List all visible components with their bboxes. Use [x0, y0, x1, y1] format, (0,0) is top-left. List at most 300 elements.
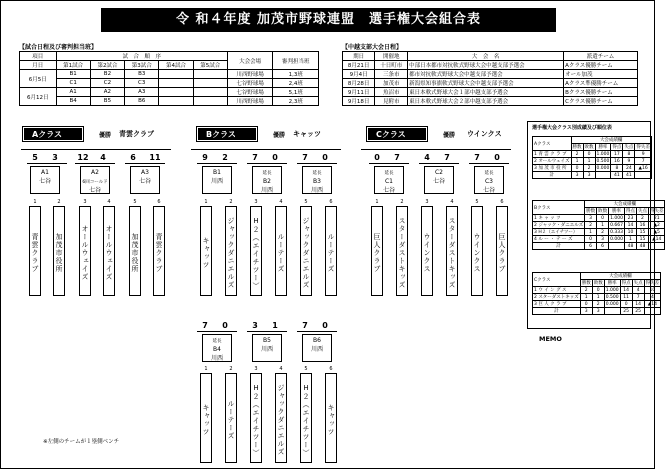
team-name: 加茂市役所 — [53, 206, 65, 296]
schedule-umpire: 5,1班 — [273, 88, 319, 97]
class-label: Bクラス — [533, 201, 585, 215]
memo-label: MEMO — [539, 335, 562, 343]
team-number: 6 — [329, 199, 333, 205]
team-number: 6 — [329, 366, 333, 372]
team-number: 3 — [254, 199, 258, 205]
losses: 3 — [583, 172, 595, 179]
game-venue: 七谷 — [432, 178, 445, 185]
team-number: 5 — [475, 199, 479, 205]
schedule-cell: B2 — [90, 70, 124, 79]
rank: 2 — [534, 223, 537, 228]
team-name: ウ イ ン グ ス — [538, 288, 567, 293]
class-a-win-label: 優勝 — [99, 132, 112, 139]
wins: 0 — [585, 236, 597, 243]
runs-scored: 8 — [611, 165, 623, 172]
table-row — [533, 287, 661, 294]
team-number: 3 — [254, 366, 258, 372]
table-row — [20, 70, 319, 79]
runs-allowed: 4 — [632, 287, 644, 294]
team-number: 2 — [57, 199, 61, 205]
game-box — [374, 166, 404, 194]
rank: 3 — [534, 230, 537, 235]
score: 3 — [252, 321, 258, 330]
runs-scored: 14 — [620, 287, 632, 294]
team-number: 4 — [279, 366, 283, 372]
game-note: 延長 — [484, 171, 494, 176]
wins: 1 — [585, 229, 597, 236]
score: 0 — [272, 153, 278, 162]
team-name: ルーテーズ — [325, 206, 337, 296]
team-number: 3 — [83, 199, 87, 205]
team-name: 巨人クラブ — [496, 206, 508, 296]
game-venue: 川西 — [260, 187, 273, 194]
total-label: 計 — [533, 172, 572, 179]
chuetsu-venue: 魚沼市 — [375, 88, 408, 97]
bracket-line — [419, 163, 459, 164]
chuetsu-team: Cクラス優勝チーム — [564, 97, 638, 106]
schedule-h-umpire: 審判担当班 — [273, 52, 319, 70]
run-diff: 21 — [648, 215, 665, 222]
team-name: 巨人クラブ — [371, 206, 383, 296]
game-note: 延長 — [384, 171, 394, 176]
col-head: 失点 — [633, 281, 643, 286]
runs-scored: 17 — [611, 151, 623, 158]
bracket-line — [27, 163, 67, 164]
schedule-h-game: 第1試合 — [56, 61, 90, 70]
table-row — [343, 79, 638, 88]
bracket-line — [247, 331, 287, 332]
rank: 4 — [534, 237, 537, 242]
schedule-cell: B6 — [125, 97, 159, 106]
wins: 3 — [580, 308, 592, 315]
page-title: 令 和４年度 加茂市野球連盟 選手権大会組合表 — [101, 8, 556, 32]
runs-allowed: 24 — [623, 165, 635, 172]
chuetsu-event: 中部日本都市対抗軟式野球大会中越支部予選会 — [408, 61, 564, 70]
score: 5 — [32, 153, 38, 162]
runs-scored: 41 — [611, 172, 623, 179]
runs-scored: 0 — [620, 301, 632, 308]
schedule-h-item: 項目 — [20, 52, 57, 61]
game-note: 延長 — [212, 339, 222, 344]
game-id: B3 — [313, 178, 321, 185]
table-row — [343, 61, 638, 70]
class-b-label: Bクラス — [197, 127, 257, 141]
game-box — [202, 334, 232, 362]
bracket-line — [297, 163, 337, 164]
game-id: C1 — [384, 178, 393, 185]
game-box — [474, 166, 504, 194]
run-diff: 4 — [644, 294, 661, 301]
schedule-h-month: 月日 — [20, 61, 57, 70]
wins: 1 — [580, 294, 592, 301]
class-c-win-label: 優勝 — [443, 132, 456, 139]
wins: 2 — [585, 222, 597, 229]
result-label: 大会成績欄 — [580, 273, 660, 280]
pct: 1.000 — [596, 151, 610, 157]
standings-title: 選手権大会クラス別成績及び順位表 — [532, 125, 612, 131]
schedule-h-game: 第3試合 — [125, 61, 159, 70]
score: 0 — [322, 153, 328, 162]
col-head: 得点 — [625, 209, 635, 214]
chuetsu-date: 8月21日 — [343, 61, 375, 70]
col-head: 敗数 — [598, 209, 608, 214]
table-row — [533, 151, 652, 158]
team-name: 青 雲 ク ラ ブ — [538, 152, 567, 157]
losses: 2 — [592, 301, 604, 308]
schedule-cell: B4 — [56, 97, 90, 106]
schedule-date: 6月12日 — [20, 88, 57, 106]
team-name: H２（エイチツー） — [250, 373, 262, 463]
wins: 3 — [585, 215, 597, 222]
losses: 2 — [597, 229, 609, 236]
table-row — [533, 294, 661, 301]
runs-allowed: 15 — [636, 236, 648, 243]
class-c-winner: ウインクス — [467, 130, 502, 138]
total-label: 計 — [533, 308, 581, 315]
schedule-cell: C3 — [125, 79, 159, 88]
score: 12 — [77, 153, 89, 162]
team-name: 加茂市役所 — [129, 206, 141, 296]
game-id: C2 — [434, 169, 443, 176]
col-head: 敗数 — [584, 145, 594, 150]
bracket-line — [469, 163, 509, 164]
wins: 2 — [571, 151, 583, 158]
team-number: 1 — [375, 199, 379, 205]
pct: 0.000 — [605, 301, 619, 307]
score: 6 — [130, 153, 136, 162]
chuetsu-date: 8月28日 — [343, 79, 375, 88]
losses: 0 — [592, 287, 604, 294]
col-head: 敗数 — [593, 281, 603, 286]
runs-allowed: 8 — [623, 151, 635, 158]
wins: 0 — [580, 301, 592, 308]
schedule-cell: A1 — [56, 88, 90, 97]
team-number: 5 — [133, 199, 137, 205]
losses: 1 — [597, 222, 609, 229]
schedule-umpire: 2,3班 — [273, 97, 319, 106]
team-name: ウインクス — [421, 206, 433, 296]
team-name: スターダストキッズ — [396, 206, 408, 296]
table-row — [20, 88, 319, 97]
game-box — [424, 166, 454, 194]
team-name: オールウェイズ — [538, 159, 570, 164]
runs-scored: 14 — [624, 222, 636, 229]
runs-allowed: 7 — [632, 294, 644, 301]
game-id: A2 — [91, 169, 99, 176]
table-row — [533, 243, 665, 250]
run-diff: ▲2 — [648, 222, 665, 229]
runs-allowed: 9 — [623, 158, 635, 165]
class-b-win-label: 優勝 — [273, 132, 286, 139]
col-head: 得点 — [621, 281, 631, 286]
run-diff: ▲5 — [648, 229, 665, 236]
runs-allowed: 2 — [636, 215, 648, 222]
game-box — [302, 166, 332, 194]
score: 2 — [222, 153, 228, 162]
game-id: B4 — [213, 346, 221, 353]
schedule-cell — [193, 70, 227, 79]
schedule-venue: 七谷野球場 — [227, 88, 273, 97]
chuetsu-team: Aクラス優勝チーム — [564, 61, 638, 70]
team-name: ル ー ・ テ ー ズ — [538, 237, 573, 242]
col-head: 失点 — [624, 145, 634, 150]
class-label: Aクラス — [533, 137, 572, 151]
schedule-h-venue: 大会会場 — [227, 52, 273, 70]
col-head: 勝率 — [595, 144, 611, 151]
schedule-date: 6月5日 — [20, 70, 57, 88]
wins: 6 — [585, 243, 597, 250]
divider — [361, 149, 511, 150]
chuetsu-venue: 十日町市 — [375, 61, 408, 70]
run-diff: 10 — [644, 287, 661, 294]
rank: 1 — [534, 152, 537, 157]
game-box — [252, 166, 282, 194]
schedule-cell — [193, 97, 227, 106]
chuetsu-h-team: 派遣チーム — [564, 52, 638, 61]
divider — [21, 149, 171, 150]
team-number: 5 — [304, 366, 308, 372]
team-name: ウインクス — [471, 206, 483, 296]
runs-allowed: 15 — [636, 229, 648, 236]
class-a-label: Aクラス — [23, 127, 83, 141]
team-name: オールウェイズ — [79, 206, 91, 296]
team-name: ジャック・ダニエルズ — [538, 223, 584, 228]
schedule-h-order: 試 合 順 序 — [56, 52, 227, 61]
team-name: ルーテーズ — [225, 373, 237, 463]
team-number: 6 — [500, 199, 504, 205]
team-name: キ ャ ッ ツ — [538, 216, 561, 221]
schedule-cell: C1 — [56, 79, 90, 88]
table-row — [533, 308, 661, 315]
table-row — [20, 79, 319, 88]
schedule-cell — [193, 88, 227, 97]
score: 0 — [222, 321, 228, 330]
schedule-cell — [159, 88, 193, 97]
chuetsu-venue: 加茂市 — [375, 79, 408, 88]
table-row — [533, 165, 652, 172]
chuetsu-event: 東日本軟式野球大会２部中越支部予選会 — [408, 97, 564, 106]
pct: 0.333 — [610, 229, 623, 235]
score: 4 — [424, 153, 430, 162]
score: 11 — [149, 153, 161, 162]
score: 7 — [252, 153, 258, 162]
team-number: 3 — [425, 199, 429, 205]
team-name: キャッツ — [200, 373, 212, 463]
team-number: 1 — [204, 199, 208, 205]
losses: 0 — [583, 151, 595, 158]
runs-scored: 10 — [624, 229, 636, 236]
team-number: 2 — [229, 199, 233, 205]
chuetsu-event: 東日本軟式野球大会１部中越支部予選会 — [408, 88, 564, 97]
schedule-h-game: 第4試合 — [159, 61, 193, 70]
schedule-cell: B1 — [56, 70, 90, 79]
game-box — [252, 334, 282, 362]
game-box — [30, 166, 60, 194]
run-diff: 7 — [635, 158, 652, 165]
game-id: B1 — [213, 169, 221, 176]
wins: 2 — [580, 287, 592, 294]
game-box — [80, 166, 110, 194]
chuetsu-event: 新潟県知事旗軟式野球大会中越支部予選会 — [408, 79, 564, 88]
team-number: 2 — [229, 366, 233, 372]
schedule-umpire: 2,4班 — [273, 79, 319, 88]
team-name: キャッツ — [325, 373, 337, 463]
run-diff: ▲16 — [635, 165, 652, 172]
chuetsu-table — [342, 51, 638, 106]
team-name: ジャックダニエルズ — [225, 206, 237, 296]
schedule-venue: 川西野球場 — [227, 97, 273, 106]
chuetsu-h-event: 大 会 名 — [408, 52, 564, 61]
bracket-line — [297, 331, 337, 332]
col-head: 勝数 — [586, 209, 596, 214]
col-head: 勝数 — [581, 281, 591, 286]
table-row — [343, 88, 638, 97]
game-venue: 七谷 — [38, 178, 51, 185]
rank: 3 — [534, 302, 537, 307]
table-row — [533, 229, 665, 236]
class-label: Cクラス — [533, 273, 581, 287]
run-diff: 9 — [635, 151, 652, 158]
rank: 2 — [534, 295, 537, 300]
standings-panel — [527, 121, 664, 329]
schedule-umpire: 1,3班 — [273, 70, 319, 79]
team-name: 青雲クラブ — [29, 206, 41, 296]
team-name: キャッツ — [200, 206, 212, 296]
chuetsu-heading: 【中越支部大会日程】 — [342, 44, 403, 51]
game-venue: 川西 — [260, 346, 273, 353]
wins: 1 — [571, 158, 583, 165]
col-head: 得失差 — [636, 145, 650, 150]
pct: 0.500 — [596, 158, 610, 164]
score: 7 — [202, 321, 208, 330]
runs-allowed: 25 — [632, 308, 644, 315]
losses: 6 — [597, 243, 609, 250]
rank: 1 — [534, 288, 537, 293]
chuetsu-h-venue: 開催地 — [375, 52, 408, 61]
table-row — [533, 158, 652, 165]
game-box — [302, 334, 332, 362]
chuetsu-h-date: 期日 — [343, 52, 375, 61]
losses: 1 — [592, 294, 604, 301]
chuetsu-venue: 見附市 — [375, 97, 408, 106]
schedule-cell — [159, 70, 193, 79]
bracket-line — [369, 163, 409, 164]
team-name: ジャックダニエルズ — [275, 373, 287, 463]
standings-c — [532, 272, 661, 315]
col-head: 得点 — [612, 145, 622, 150]
bracket-line — [197, 163, 237, 164]
team-name: 巨 人 ク ラ ブ — [538, 302, 567, 307]
schedule-cell — [159, 97, 193, 106]
run-diff: ▲14 — [644, 301, 661, 308]
losses: 1 — [583, 158, 595, 165]
chuetsu-team: Bクラス優勝チーム — [564, 88, 638, 97]
team-name: H２（エイチツー） — [300, 373, 312, 463]
runs-scored: 25 — [620, 308, 632, 315]
team-number: 2 — [400, 199, 404, 205]
result-label: 大会成績欄 — [585, 201, 665, 208]
team-name: スターダストキッズ — [538, 295, 579, 300]
chuetsu-date: 9月11日 — [343, 88, 375, 97]
score: 0 — [374, 153, 380, 162]
schedule-h-game: 第2試合 — [90, 61, 124, 70]
pct: 1.000 — [605, 287, 619, 293]
runs-scored: 11 — [620, 294, 632, 301]
schedule-table — [19, 51, 319, 106]
rank: 1 — [534, 216, 537, 221]
score: 4 — [100, 153, 106, 162]
col-head: 得失差 — [645, 281, 660, 286]
standings-a — [532, 136, 652, 179]
bracket-line — [125, 163, 165, 164]
game-box — [202, 166, 232, 194]
runs-allowed: 48 — [636, 243, 648, 250]
footnote: ※左側のチームが１塁側ベンチ — [43, 439, 120, 445]
col-head: 失点 — [637, 209, 647, 214]
run-diff: ▲14 — [648, 236, 665, 243]
col-head: 得失差 — [649, 209, 664, 214]
chuetsu-date: 9月18日 — [343, 97, 375, 106]
game-id: B2 — [263, 178, 271, 185]
table-row — [533, 222, 665, 229]
table-row — [533, 172, 652, 179]
table-row — [343, 70, 638, 79]
schedule-cell: C2 — [90, 79, 124, 88]
bracket-line — [75, 163, 115, 164]
game-venue: 川西 — [210, 178, 223, 185]
col-head: 勝率 — [604, 280, 620, 287]
score: 7 — [394, 153, 400, 162]
table-row — [533, 215, 665, 222]
chuetsu-date: 9月4日 — [343, 70, 375, 79]
standings-b — [532, 200, 665, 250]
wins: 3 — [571, 172, 583, 179]
table-row — [343, 97, 638, 106]
game-note: 6回コールド — [82, 180, 108, 185]
game-venue: 七谷 — [88, 187, 101, 194]
team-name: ジャックダニエルズ — [300, 206, 312, 296]
chuetsu-team: オール加茂 — [564, 70, 638, 79]
team-name: ルーテーズ — [275, 206, 287, 296]
losses: 3 — [597, 236, 609, 243]
game-note: 延長 — [312, 171, 322, 176]
runs-scored: 23 — [624, 215, 636, 222]
team-number: 1 — [204, 366, 208, 372]
score: 7 — [474, 153, 480, 162]
bracket-line — [197, 331, 237, 332]
score: 3 — [52, 153, 58, 162]
result-label: 大会成績欄 — [571, 137, 651, 144]
team-number: 4 — [450, 199, 454, 205]
runs-allowed: 41 — [623, 172, 635, 179]
score: 0 — [322, 321, 328, 330]
runs-scored: 16 — [611, 158, 623, 165]
pct: 1.000 — [610, 215, 623, 221]
schedule-cell: B5 — [90, 97, 124, 106]
class-c-label: Cクラス — [367, 127, 427, 141]
game-id: A1 — [41, 169, 49, 176]
schedule-cell: B3 — [125, 70, 159, 79]
schedule-venue: 川西野球場 — [227, 70, 273, 79]
score: 7 — [444, 153, 450, 162]
game-venue: 川西 — [310, 346, 323, 353]
game-venue: 七谷 — [482, 187, 495, 194]
schedule-h-game: 第5試合 — [193, 61, 227, 70]
pct: 0.000 — [610, 236, 623, 242]
team-name: H２（エイチツー） — [250, 206, 262, 296]
chuetsu-team: Aクラス準優勝チーム — [564, 79, 638, 88]
pct: 0.500 — [605, 294, 619, 300]
